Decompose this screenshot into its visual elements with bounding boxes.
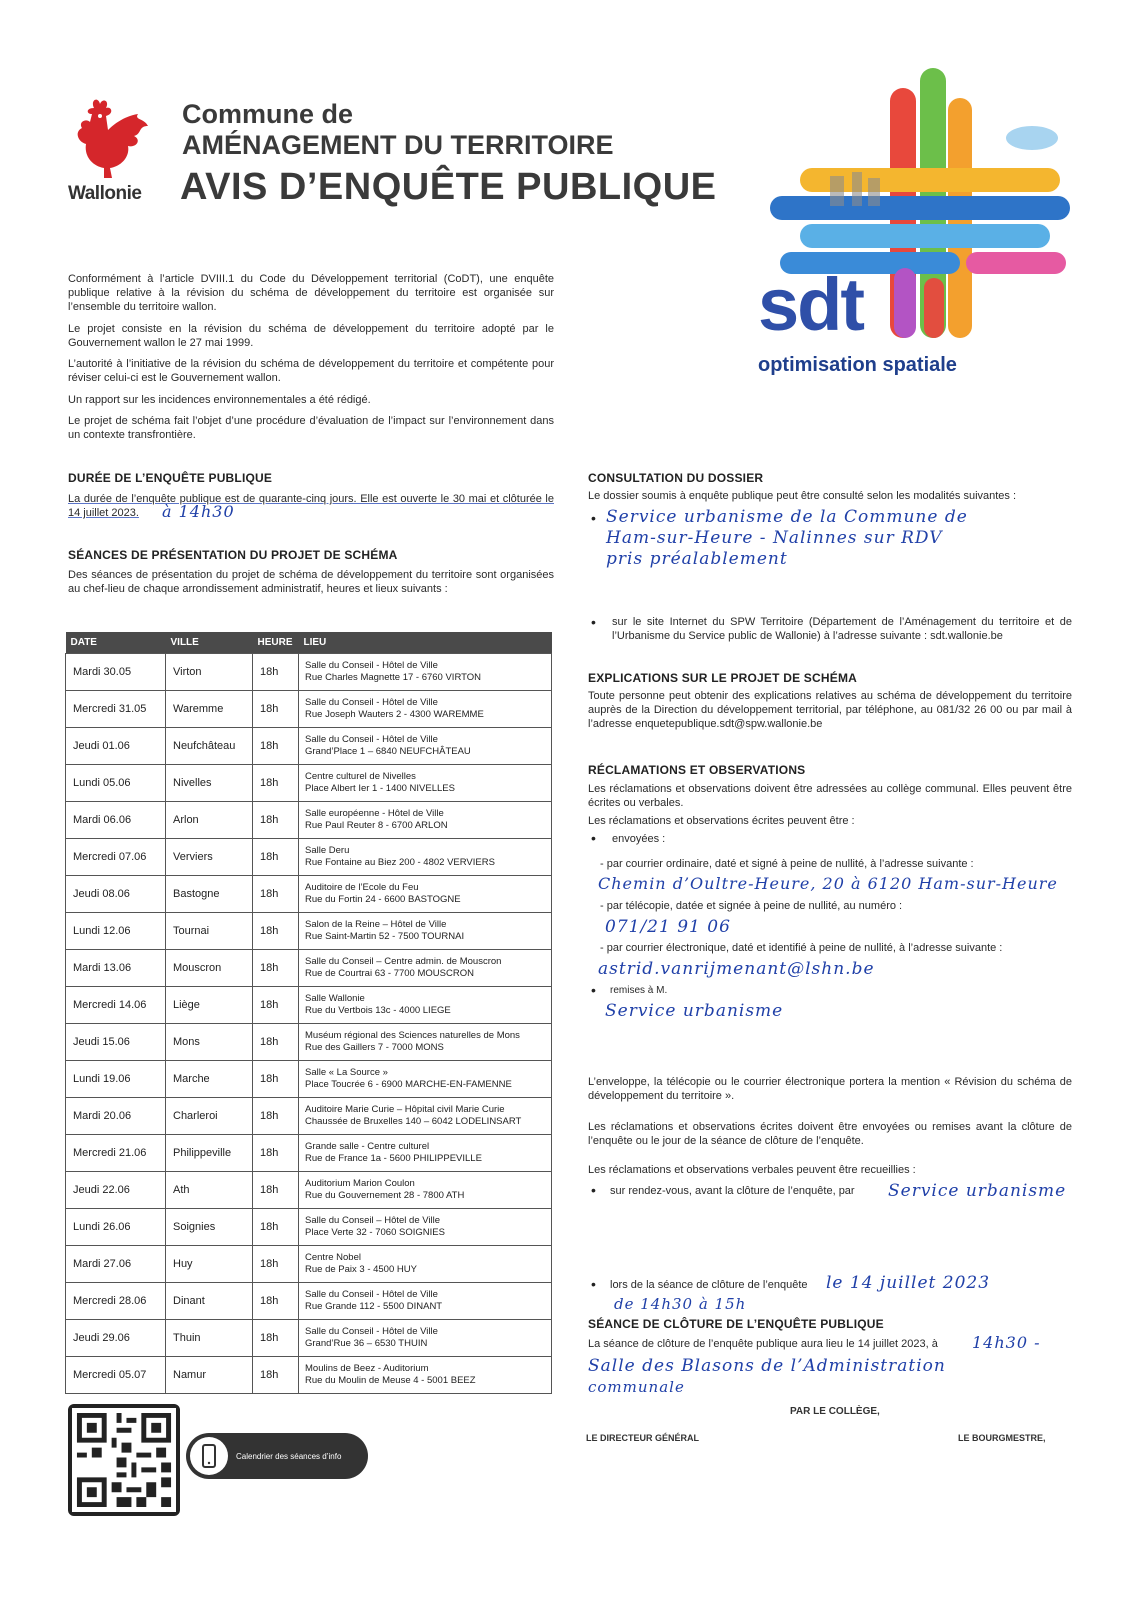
cell-lieu bbox=[299, 802, 552, 839]
cell-lieu bbox=[299, 1024, 552, 1061]
reclamations-handwritten-email: astrid.vanrijmenant@lshn.be bbox=[598, 959, 875, 979]
lieu-name: Salle du Conseil - Hôtel de Ville bbox=[305, 734, 438, 745]
cell-ville: Bastogne bbox=[166, 876, 253, 913]
bullet-dot: • bbox=[591, 1276, 596, 1292]
col-header-date: DATE bbox=[66, 632, 166, 654]
cloture-title: SÉANCE DE CLÔTURE DE L’ENQUÊTE PUBLIQUE bbox=[588, 1317, 884, 1331]
bullet-dot: • bbox=[591, 1182, 596, 1198]
cell-heure: 18h bbox=[253, 765, 299, 802]
table-row bbox=[66, 765, 552, 802]
cell-heure: 18h bbox=[253, 876, 299, 913]
table-row bbox=[66, 1246, 552, 1283]
lieu-address: Rue Fontaine au Biez 200 - 4802 VERVIERS bbox=[305, 857, 495, 868]
reclamations-handwritten-rdv: Service urbanisme bbox=[888, 1181, 1067, 1201]
cell-heure: 18h bbox=[253, 1061, 299, 1098]
cell-date: Mercredi 31.05 bbox=[66, 691, 166, 728]
reclamations-handwritten-seance-time: de 14h30 à 15h bbox=[614, 1295, 747, 1313]
cell-lieu bbox=[299, 1209, 552, 1246]
table-row bbox=[66, 913, 552, 950]
cloture-handwritten-place-2: communale bbox=[588, 1378, 685, 1396]
reclamations-seance-cloture: lors de la séance de clôture de l’enquête bbox=[610, 1279, 808, 1291]
cell-date: Lundi 12.06 bbox=[66, 913, 166, 950]
intro-paragraph-1: Conformément à l’article DVIII.1 du Code du Développement territorial (CoDT), une enquête publique relative à la révision du schéma de développement du territoire est organisée sur l’ensemble du territoire wallon. bbox=[68, 273, 554, 313]
avis-heading: AVIS D’ENQUÊTE PUBLIQUE bbox=[180, 166, 717, 208]
consultation-handwritten-line2: Ham-sur-Heure - Nalinnes sur RDV bbox=[606, 528, 943, 548]
lieu-address: Place Albert Ier 1 - 1400 NIVELLES bbox=[305, 783, 455, 794]
reclamations-handwritten-remises: Service urbanisme bbox=[605, 1001, 784, 1021]
cell-ville: Huy bbox=[166, 1246, 253, 1283]
signature-college: PAR LE COLLÈGE, bbox=[790, 1406, 880, 1417]
cell-date: Lundi 26.06 bbox=[66, 1209, 166, 1246]
lieu-name: Grande salle - Centre culturel bbox=[305, 1141, 430, 1152]
bullet-dot: • bbox=[591, 830, 596, 846]
cell-date: Jeudi 01.06 bbox=[66, 728, 166, 765]
table-row bbox=[66, 1135, 552, 1172]
lieu-name: Auditorium Marion Coulon bbox=[305, 1178, 415, 1189]
consultation-title: CONSULTATION DU DOSSIER bbox=[588, 471, 764, 485]
cell-ville: Waremme bbox=[166, 691, 253, 728]
lieu-name: Muséum régional des Sciences naturelles de Mons bbox=[305, 1030, 520, 1041]
table-row bbox=[66, 1098, 552, 1135]
table-row bbox=[66, 1061, 552, 1098]
reclamations-text1: Les réclamations et observations doivent être adressées au collège communal. Elles peuvent être écrites ou verbales. bbox=[588, 783, 1072, 809]
lieu-name: Salle européenne - Hôtel de Ville bbox=[305, 808, 444, 819]
cell-lieu bbox=[299, 987, 552, 1024]
cell-heure: 18h bbox=[253, 1024, 299, 1061]
reclamations-electronique: - par courrier électronique, daté et identifié à peine de nullité, à l’adresse suivante : bbox=[600, 942, 1003, 954]
seances-table-body bbox=[66, 654, 552, 1394]
intro-paragraph-4: Un rapport sur les incidences environnementales a été rédigé. bbox=[68, 394, 371, 406]
lieu-name: Salon de la Reine – Hôtel de Ville bbox=[305, 919, 447, 930]
cell-date: Jeudi 22.06 bbox=[66, 1172, 166, 1209]
consultation-handwritten-line1: Service urbanisme de la Commune de bbox=[606, 507, 968, 527]
lieu-address: Place Toucrée 6 - 6900 MARCHE-EN-FAMENNE bbox=[305, 1079, 512, 1090]
lieu-name: Salle du Conseil - Hôtel de Ville bbox=[305, 697, 438, 708]
table-row bbox=[66, 839, 552, 876]
cell-lieu bbox=[299, 728, 552, 765]
cell-heure: 18h bbox=[253, 1246, 299, 1283]
lieu-name: Salle du Conseil – Centre admin. de Mouscron bbox=[305, 956, 502, 967]
qr-code[interactable] bbox=[68, 1404, 180, 1516]
reclamations-handwritten-address: Chemin d’Oultre-Heure, 20 à 6120 Ham-sur-Heure bbox=[598, 874, 1058, 893]
cell-lieu bbox=[299, 1320, 552, 1357]
wallonie-rooster-logo bbox=[64, 96, 154, 184]
cell-date: Lundi 19.06 bbox=[66, 1061, 166, 1098]
cell-date: Jeudi 15.06 bbox=[66, 1024, 166, 1061]
table-row bbox=[66, 654, 552, 691]
qr-code-pattern-icon bbox=[72, 1408, 176, 1512]
cell-date: Mercredi 28.06 bbox=[66, 1283, 166, 1320]
cell-ville: Dinant bbox=[166, 1283, 253, 1320]
cloture-text: La séance de clôture de l’enquête publique aura lieu le 14 juillet 2023, à bbox=[588, 1338, 938, 1350]
table-row bbox=[66, 1209, 552, 1246]
cell-ville: Neufchâteau bbox=[166, 728, 253, 765]
lieu-address: Rue de France 1a - 5600 PHILIPPEVILLE bbox=[305, 1153, 482, 1164]
cell-lieu bbox=[299, 950, 552, 987]
table-row bbox=[66, 950, 552, 987]
duree-text: La durée de l’enquête publique est de quarante-cinq jours. Elle est ouverte le 30 mai et clôturée le 14 juillet 2023. bbox=[68, 493, 554, 519]
table-row bbox=[66, 1172, 552, 1209]
cell-lieu bbox=[299, 913, 552, 950]
reclamations-envoyees: envoyées : bbox=[612, 833, 666, 845]
reclamations-text5: Les réclamations et observations verbales peuvent être recueillies : bbox=[588, 1164, 916, 1176]
lieu-name: Salle du Conseil - Hôtel de Ville bbox=[305, 660, 438, 671]
consultation-bullet-website: sur le site Internet du SPW Territoire (Département de l’Aménagement du territoire et de l’Urbanisme du Service public de Wallonie) à l’adresse suivante : sdt.wallonie.be bbox=[612, 616, 1072, 642]
cell-date: Mercredi 07.06 bbox=[66, 839, 166, 876]
cell-heure: 18h bbox=[253, 839, 299, 876]
cell-lieu bbox=[299, 1357, 552, 1394]
table-row bbox=[66, 1320, 552, 1357]
cell-lieu bbox=[299, 1135, 552, 1172]
table-row bbox=[66, 1024, 552, 1061]
sdt-logo-subtitle: optimisation spatiale bbox=[758, 354, 957, 376]
cell-ville: Mons bbox=[166, 1024, 253, 1061]
cell-lieu bbox=[299, 765, 552, 802]
col-header-heure: HEURE bbox=[253, 632, 299, 654]
cell-ville: Soignies bbox=[166, 1209, 253, 1246]
lieu-address: Rue du Gouvernement 28 - 7800 ATH bbox=[305, 1190, 465, 1201]
lieu-address: Rue du Moulin de Meuse 4 - 5001 BEEZ bbox=[305, 1375, 476, 1386]
commune-heading: Commune de bbox=[182, 99, 354, 129]
reclamations-telecopie: - par télécopie, datée et signée à peine de nullité, au numéro : bbox=[600, 900, 903, 912]
cell-lieu bbox=[299, 1283, 552, 1320]
lieu-name: Centre Nobel bbox=[305, 1252, 361, 1263]
lieu-address: Rue Joseph Wauters 2 - 4300 WAREMME bbox=[305, 709, 484, 720]
intro-paragraph-5: Le projet de schéma fait l’objet d’une procédure d’évaluation de l’impact sur l’environnement dans un contexte transfrontière. bbox=[68, 415, 554, 441]
cell-lieu bbox=[299, 1061, 552, 1098]
duree-handwritten-time: à 14h30 bbox=[162, 502, 235, 521]
cell-lieu bbox=[299, 654, 552, 691]
cell-heure: 18h bbox=[253, 1098, 299, 1135]
cell-ville: Charleroi bbox=[166, 1098, 253, 1135]
table-row bbox=[66, 987, 552, 1024]
cell-lieu bbox=[299, 1098, 552, 1135]
cell-date: Mardi 13.06 bbox=[66, 950, 166, 987]
table-row bbox=[66, 728, 552, 765]
cell-lieu bbox=[299, 1246, 552, 1283]
reclamations-rdv: sur rendez-vous, avant la clôture de l’enquête, par bbox=[610, 1185, 855, 1197]
lieu-address: Rue de Paix 3 - 4500 HUY bbox=[305, 1264, 417, 1275]
cell-heure: 18h bbox=[253, 654, 299, 691]
cell-ville: Philippeville bbox=[166, 1135, 253, 1172]
cloture-handwritten-place: Salle des Blasons de l’Administration bbox=[588, 1356, 946, 1376]
seances-table bbox=[65, 632, 552, 1394]
lieu-name: Moulins de Beez - Auditorium bbox=[305, 1363, 429, 1374]
table-row bbox=[66, 802, 552, 839]
consultation-handwritten-line3: pris préalablement bbox=[606, 549, 788, 569]
cell-ville: Tournai bbox=[166, 913, 253, 950]
cell-ville: Arlon bbox=[166, 802, 253, 839]
seances-title: SÉANCES DE PRÉSENTATION DU PROJET DE SCHÉMA bbox=[68, 548, 398, 562]
cell-ville: Liège bbox=[166, 987, 253, 1024]
lieu-address: Place Verte 32 - 7060 SOIGNIES bbox=[305, 1227, 445, 1238]
cell-heure: 18h bbox=[253, 802, 299, 839]
lieu-name: Salle « La Source » bbox=[305, 1067, 388, 1078]
reclamations-text2: Les réclamations et observations écrites peuvent être : bbox=[588, 815, 855, 827]
cell-heure: 18h bbox=[253, 691, 299, 728]
cell-heure: 18h bbox=[253, 1209, 299, 1246]
lieu-name: Salle du Conseil - Hôtel de Ville bbox=[305, 1289, 438, 1300]
lieu-address: Rue des Gaillers 7 - 7000 MONS bbox=[305, 1042, 444, 1053]
intro-paragraph-3: L’autorité à l’initiative de la révision du schéma de développement du territoire et compétente pour réviser celui-ci est le Gouvernement wallon. bbox=[68, 358, 554, 384]
cell-date: Mercredi 21.06 bbox=[66, 1135, 166, 1172]
amenagement-heading: AMÉNAGEMENT DU TERRITOIRE bbox=[182, 130, 614, 160]
cell-heure: 18h bbox=[253, 728, 299, 765]
sdt-logo-word: sdt bbox=[758, 263, 863, 346]
cell-heure: 18h bbox=[253, 987, 299, 1024]
cell-heure: 18h bbox=[253, 950, 299, 987]
duree-title: DURÉE DE L’ENQUÊTE PUBLIQUE bbox=[68, 471, 273, 485]
cell-date: Mardi 27.06 bbox=[66, 1246, 166, 1283]
cell-date: Mardi 06.06 bbox=[66, 802, 166, 839]
cell-ville: Thuin bbox=[166, 1320, 253, 1357]
reclamations-text4: Les réclamations et observations écrites doivent être envoyées ou remises avant la clôture de l’enquête ou le jour de la séance de clôture de l’enquête. bbox=[588, 1121, 1072, 1147]
cell-date: Mercredi 14.06 bbox=[66, 987, 166, 1024]
cell-heure: 18h bbox=[253, 913, 299, 950]
table-row bbox=[66, 1357, 552, 1394]
bullet-dot: • bbox=[591, 614, 596, 630]
lieu-address: Rue Paul Reuter 8 - 6700 ARLON bbox=[305, 820, 448, 831]
reclamations-handwritten-seance-date: le 14 juillet 2023 bbox=[826, 1273, 991, 1293]
cell-date: Mardi 30.05 bbox=[66, 654, 166, 691]
cell-date: Mardi 20.06 bbox=[66, 1098, 166, 1135]
table-row bbox=[66, 691, 552, 728]
col-header-lieu: LIEU bbox=[299, 632, 552, 654]
lieu-address: Rue du Vertbois 13c - 4000 LIEGE bbox=[305, 1005, 451, 1016]
bullet-dot: • bbox=[591, 510, 596, 526]
lieu-address: Rue Charles Magnette 17 - 6760 VIRTON bbox=[305, 672, 482, 683]
cloture-handwritten-time: 14h30 - bbox=[972, 1333, 1041, 1352]
cell-date: Lundi 05.06 bbox=[66, 765, 166, 802]
phone-icon bbox=[190, 1437, 228, 1475]
lieu-address: Grand’Place 1 – 6840 NEUFCHÂTEAU bbox=[305, 746, 471, 757]
lieu-name: Salle du Conseil – Hôtel de Ville bbox=[305, 1215, 441, 1226]
cell-lieu bbox=[299, 1172, 552, 1209]
col-header-ville: VILLE bbox=[166, 632, 253, 654]
signature-bourgmestre: LE BOURGMESTRE, bbox=[958, 1433, 1046, 1443]
cell-ville: Ath bbox=[166, 1172, 253, 1209]
table-row bbox=[66, 876, 552, 913]
explications-title: EXPLICATIONS SUR LE PROJET DE SCHÉMA bbox=[588, 671, 858, 685]
lieu-address: Grand’Rue 36 – 6530 THUIN bbox=[305, 1338, 428, 1349]
cell-ville: Nivelles bbox=[166, 765, 253, 802]
cell-date: Jeudi 29.06 bbox=[66, 1320, 166, 1357]
cell-heure: 18h bbox=[253, 1172, 299, 1209]
seances-text: Des séances de présentation du projet de schéma de développement du territoire sont organisées au chef-lieu de chaque arrondissement administratif, heures et lieux suivants : bbox=[68, 569, 554, 595]
lieu-address: Rue du Fortin 24 - 6600 BASTOGNE bbox=[305, 894, 461, 905]
lieu-address: Chaussée de Bruxelles 140 – 6042 LODELINSART bbox=[305, 1116, 522, 1127]
cell-heure: 18h bbox=[253, 1135, 299, 1172]
cell-lieu bbox=[299, 691, 552, 728]
table-row bbox=[66, 1283, 552, 1320]
cell-heure: 18h bbox=[253, 1320, 299, 1357]
signature-directeur: LE DIRECTEUR GÉNÉRAL bbox=[586, 1433, 700, 1443]
calendar-info-label: Calendrier des séances d’info bbox=[236, 1452, 342, 1461]
lieu-name: Auditoire Marie Curie – Hôpital civil Marie Curie bbox=[305, 1104, 505, 1115]
intro-paragraph-2: Le projet consiste en la révision du schéma de développement du territoire adopté par le Gouvernement wallon le 27 mai 1999. bbox=[68, 323, 554, 349]
cell-ville: Verviers bbox=[166, 839, 253, 876]
lieu-address: Rue de Courtrai 63 - 7700 MOUSCRON bbox=[305, 968, 474, 979]
cell-date: Jeudi 08.06 bbox=[66, 876, 166, 913]
reclamations-courrier: - par courrier ordinaire, daté et signé à peine de nullité, à l’adresse suivante : bbox=[600, 858, 974, 870]
lieu-name: Auditoire de l’Ecole du Feu bbox=[305, 882, 419, 893]
cell-ville: Virton bbox=[166, 654, 253, 691]
cell-heure: 18h bbox=[253, 1357, 299, 1394]
cell-lieu bbox=[299, 876, 552, 913]
cell-heure: 18h bbox=[253, 1283, 299, 1320]
lieu-name: Centre culturel de Nivelles bbox=[305, 771, 416, 782]
lieu-address: Rue Saint-Martin 52 - 7500 TOURNAI bbox=[305, 931, 465, 942]
cell-lieu bbox=[299, 839, 552, 876]
cell-ville: Namur bbox=[166, 1357, 253, 1394]
reclamations-text3: L’enveloppe, la télécopie ou le courrier électronique portera la mention « Révision du schéma de développement du territoire ». bbox=[588, 1076, 1072, 1102]
lieu-name: Salle du Conseil - Hôtel de Ville bbox=[305, 1326, 438, 1337]
wallonie-logo-label: Wallonie bbox=[68, 183, 142, 204]
lieu-name: Salle Wallonie bbox=[305, 993, 365, 1004]
reclamations-handwritten-fax: 071/21 91 06 bbox=[605, 917, 731, 937]
lieu-address: Rue Grande 112 - 5500 DINANT bbox=[305, 1301, 443, 1312]
bullet-dot: • bbox=[591, 982, 596, 998]
reclamations-title: RÉCLAMATIONS ET OBSERVATIONS bbox=[588, 763, 806, 777]
cell-ville: Marche bbox=[166, 1061, 253, 1098]
explications-text: Toute personne peut obtenir des explications relatives au schéma de développement du territoire auprès de la Direction du développement territorial, par téléphone, au 081/32 26 00 ou par mail à l’adresse enquetepublique.sdt@spw.wallonie.be bbox=[588, 690, 1072, 730]
lieu-name: Salle Deru bbox=[305, 845, 350, 856]
reclamations-remises: remises à M. bbox=[610, 985, 668, 996]
cell-date: Mercredi 05.07 bbox=[66, 1357, 166, 1394]
cell-ville: Mouscron bbox=[166, 950, 253, 987]
table-header-row bbox=[66, 632, 552, 654]
consultation-text: Le dossier soumis à enquête publique peut être consulté selon les modalités suivantes : bbox=[588, 490, 1017, 502]
